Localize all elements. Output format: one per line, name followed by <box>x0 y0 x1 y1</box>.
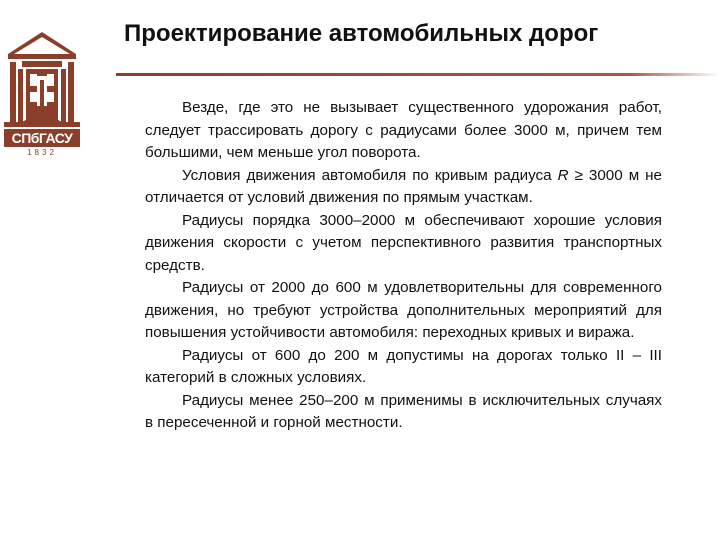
university-logo <box>0 24 84 164</box>
paragraph-4: Радиусы от 2000 до 600 м удовлетворительны для современного движения, но требуют устройства дополнительных мероприятий для повышения устойчивости автомобиля: переходных кривых и виража. <box>145 279 662 341</box>
paragraph-3: Радиусы порядка 3000–2000 м обеспечивают хорошие условия движения скорости с учетом перспективного развития транспортных средств. <box>145 211 662 274</box>
paragraph-5: Радиусы от 600 до 200 м допустимы на дорогах только II – III категорий в сложных условиях. <box>145 346 662 386</box>
logo-year: 1832 <box>27 148 57 157</box>
logo-text: СПбГАСУ <box>11 130 73 146</box>
paragraph-1: Везде, где это не вызывает существенного удорожания работ, следует трассировать дорогу с радиусами более 3000 м, причем тем большими, чем меньше угол поворота. <box>145 99 662 161</box>
slide-body <box>145 97 662 435</box>
paragraph-2-after: ≥ 3000 м не отличается от условий движения по прямым участкам. <box>145 166 662 206</box>
paragraph-2 <box>145 165 662 210</box>
title-divider <box>116 73 720 76</box>
radius-variable: R <box>557 166 569 184</box>
slide-title: Проектирование автомобильных дорог <box>124 20 599 47</box>
paragraph-2-before: Условия движения автомобиля по кривым радиуса <box>182 166 558 184</box>
paragraph-6: Радиусы менее 250–200 м применимы в исключительных случаях в пересеченной и горной местности. <box>145 391 662 431</box>
